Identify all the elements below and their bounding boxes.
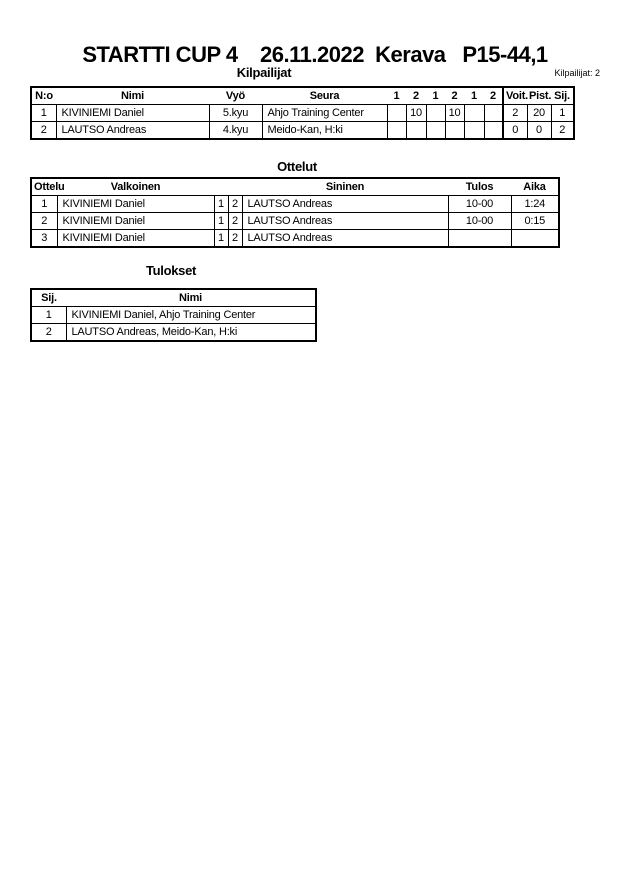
table-cell: KIVINIEMI Daniel: [57, 196, 214, 213]
table-cell: 1: [31, 105, 56, 122]
col-header-tulos: Tulos: [448, 178, 511, 196]
col-header-score-1: 1: [387, 87, 406, 105]
table-cell: [406, 122, 426, 140]
col-header-voit: Voit.: [503, 87, 527, 105]
table-cell: 10: [445, 105, 464, 122]
col-header-ottelu: Ottelu: [31, 178, 57, 196]
table-cell: 10-00: [448, 213, 511, 230]
col-header-sij: Sij.: [551, 87, 574, 105]
table-row: [31, 105, 574, 122]
table-cell: [484, 105, 503, 122]
table-cell: 1: [31, 196, 57, 213]
table-cell: 2: [31, 324, 66, 342]
table-cell: 1: [31, 307, 66, 324]
table-cell: [426, 105, 445, 122]
table-cell: 20: [527, 105, 551, 122]
table-cell: 1: [214, 213, 228, 230]
table-cell: [511, 230, 559, 248]
page-title: STARTTI CUP 4 26.11.2022 Kerava P15-44,1: [82, 42, 548, 67]
col-header-sininen: Sininen: [242, 178, 448, 196]
col-header-score-5: 1: [464, 87, 484, 105]
table-cell: [387, 105, 406, 122]
table-cell: 3: [31, 230, 57, 248]
table-cell: LAUTSO Andreas, Meido-Kan, H:ki: [66, 324, 316, 342]
table-cell: 10: [406, 105, 426, 122]
kilpailijat-table: [30, 86, 575, 140]
table-row: [31, 324, 316, 342]
table-row: [31, 122, 574, 140]
col-header-score-2: 2: [406, 87, 426, 105]
table-cell: 2: [228, 230, 242, 248]
col-header-nimi: Nimi: [66, 289, 316, 307]
table-cell: 2: [228, 196, 242, 213]
table-cell: LAUTSO Andreas: [242, 213, 448, 230]
table-cell: 2: [503, 105, 527, 122]
table-cell: [445, 122, 464, 140]
kilpailijat-section-heading: Kilpailijat: [236, 65, 292, 80]
col-header-flag-2: [228, 178, 242, 196]
table-cell: Meido-Kan, H:ki: [262, 122, 387, 140]
ottelut-header-row: [31, 178, 559, 196]
table-cell: 2: [551, 122, 574, 140]
tulokset-section-heading: Tulokset: [145, 263, 197, 278]
col-header-no: N:o: [31, 87, 56, 105]
col-header-aika: Aika: [511, 178, 559, 196]
table-cell: LAUTSO Andreas: [242, 230, 448, 248]
table-cell: LAUTSO Andreas: [56, 122, 209, 140]
table-cell: [387, 122, 406, 140]
table-cell: LAUTSO Andreas: [242, 196, 448, 213]
table-cell: 2: [31, 213, 57, 230]
col-header-score-4: 2: [445, 87, 464, 105]
table-cell: 4.kyu: [209, 122, 262, 140]
table-cell: 1: [214, 230, 228, 248]
table-cell: 10-00: [448, 196, 511, 213]
table-cell: [464, 105, 484, 122]
table-cell: 1: [214, 196, 228, 213]
ottelut-table: [30, 177, 560, 248]
table-cell: [464, 122, 484, 140]
col-header-vyo: Vyö: [209, 87, 262, 105]
table-cell: 1:24: [511, 196, 559, 213]
kilpailijat-header-row: [31, 87, 574, 105]
table-cell: 2: [31, 122, 56, 140]
table-cell: KIVINIEMI Daniel: [56, 105, 209, 122]
table-cell: [448, 230, 511, 248]
table-cell: [484, 122, 503, 140]
table-cell: KIVINIEMI Daniel: [57, 230, 214, 248]
table-cell: KIVINIEMI Daniel: [57, 213, 214, 230]
table-cell: KIVINIEMI Daniel, Ahjo Training Center: [66, 307, 316, 324]
tulokset-header-row: [31, 289, 316, 307]
tulokset-table: [30, 288, 317, 342]
table-cell: 2: [228, 213, 242, 230]
table-cell: 0:15: [511, 213, 559, 230]
table-cell: 5.kyu: [209, 105, 262, 122]
table-row: [31, 196, 559, 213]
ottelut-section-heading: Ottelut: [277, 159, 317, 174]
table-row: [31, 230, 559, 248]
table-row: [31, 213, 559, 230]
table-cell: 0: [527, 122, 551, 140]
col-header-score-6: 2: [484, 87, 503, 105]
col-header-nimi: Nimi: [56, 87, 209, 105]
table-cell: 1: [551, 105, 574, 122]
table-cell: Ahjo Training Center: [262, 105, 387, 122]
table-row: [31, 307, 316, 324]
competitors-count-label: Kilpailijat: 2: [554, 68, 600, 78]
col-header-flag-1: [214, 178, 228, 196]
col-header-pist: Pist.: [527, 87, 551, 105]
table-cell: 0: [503, 122, 527, 140]
col-header-score-3: 1: [426, 87, 445, 105]
col-header-seura: Seura: [262, 87, 387, 105]
table-cell: [426, 122, 445, 140]
col-header-sij: Sij.: [31, 289, 66, 307]
col-header-valkoinen: Valkoinen: [57, 178, 214, 196]
